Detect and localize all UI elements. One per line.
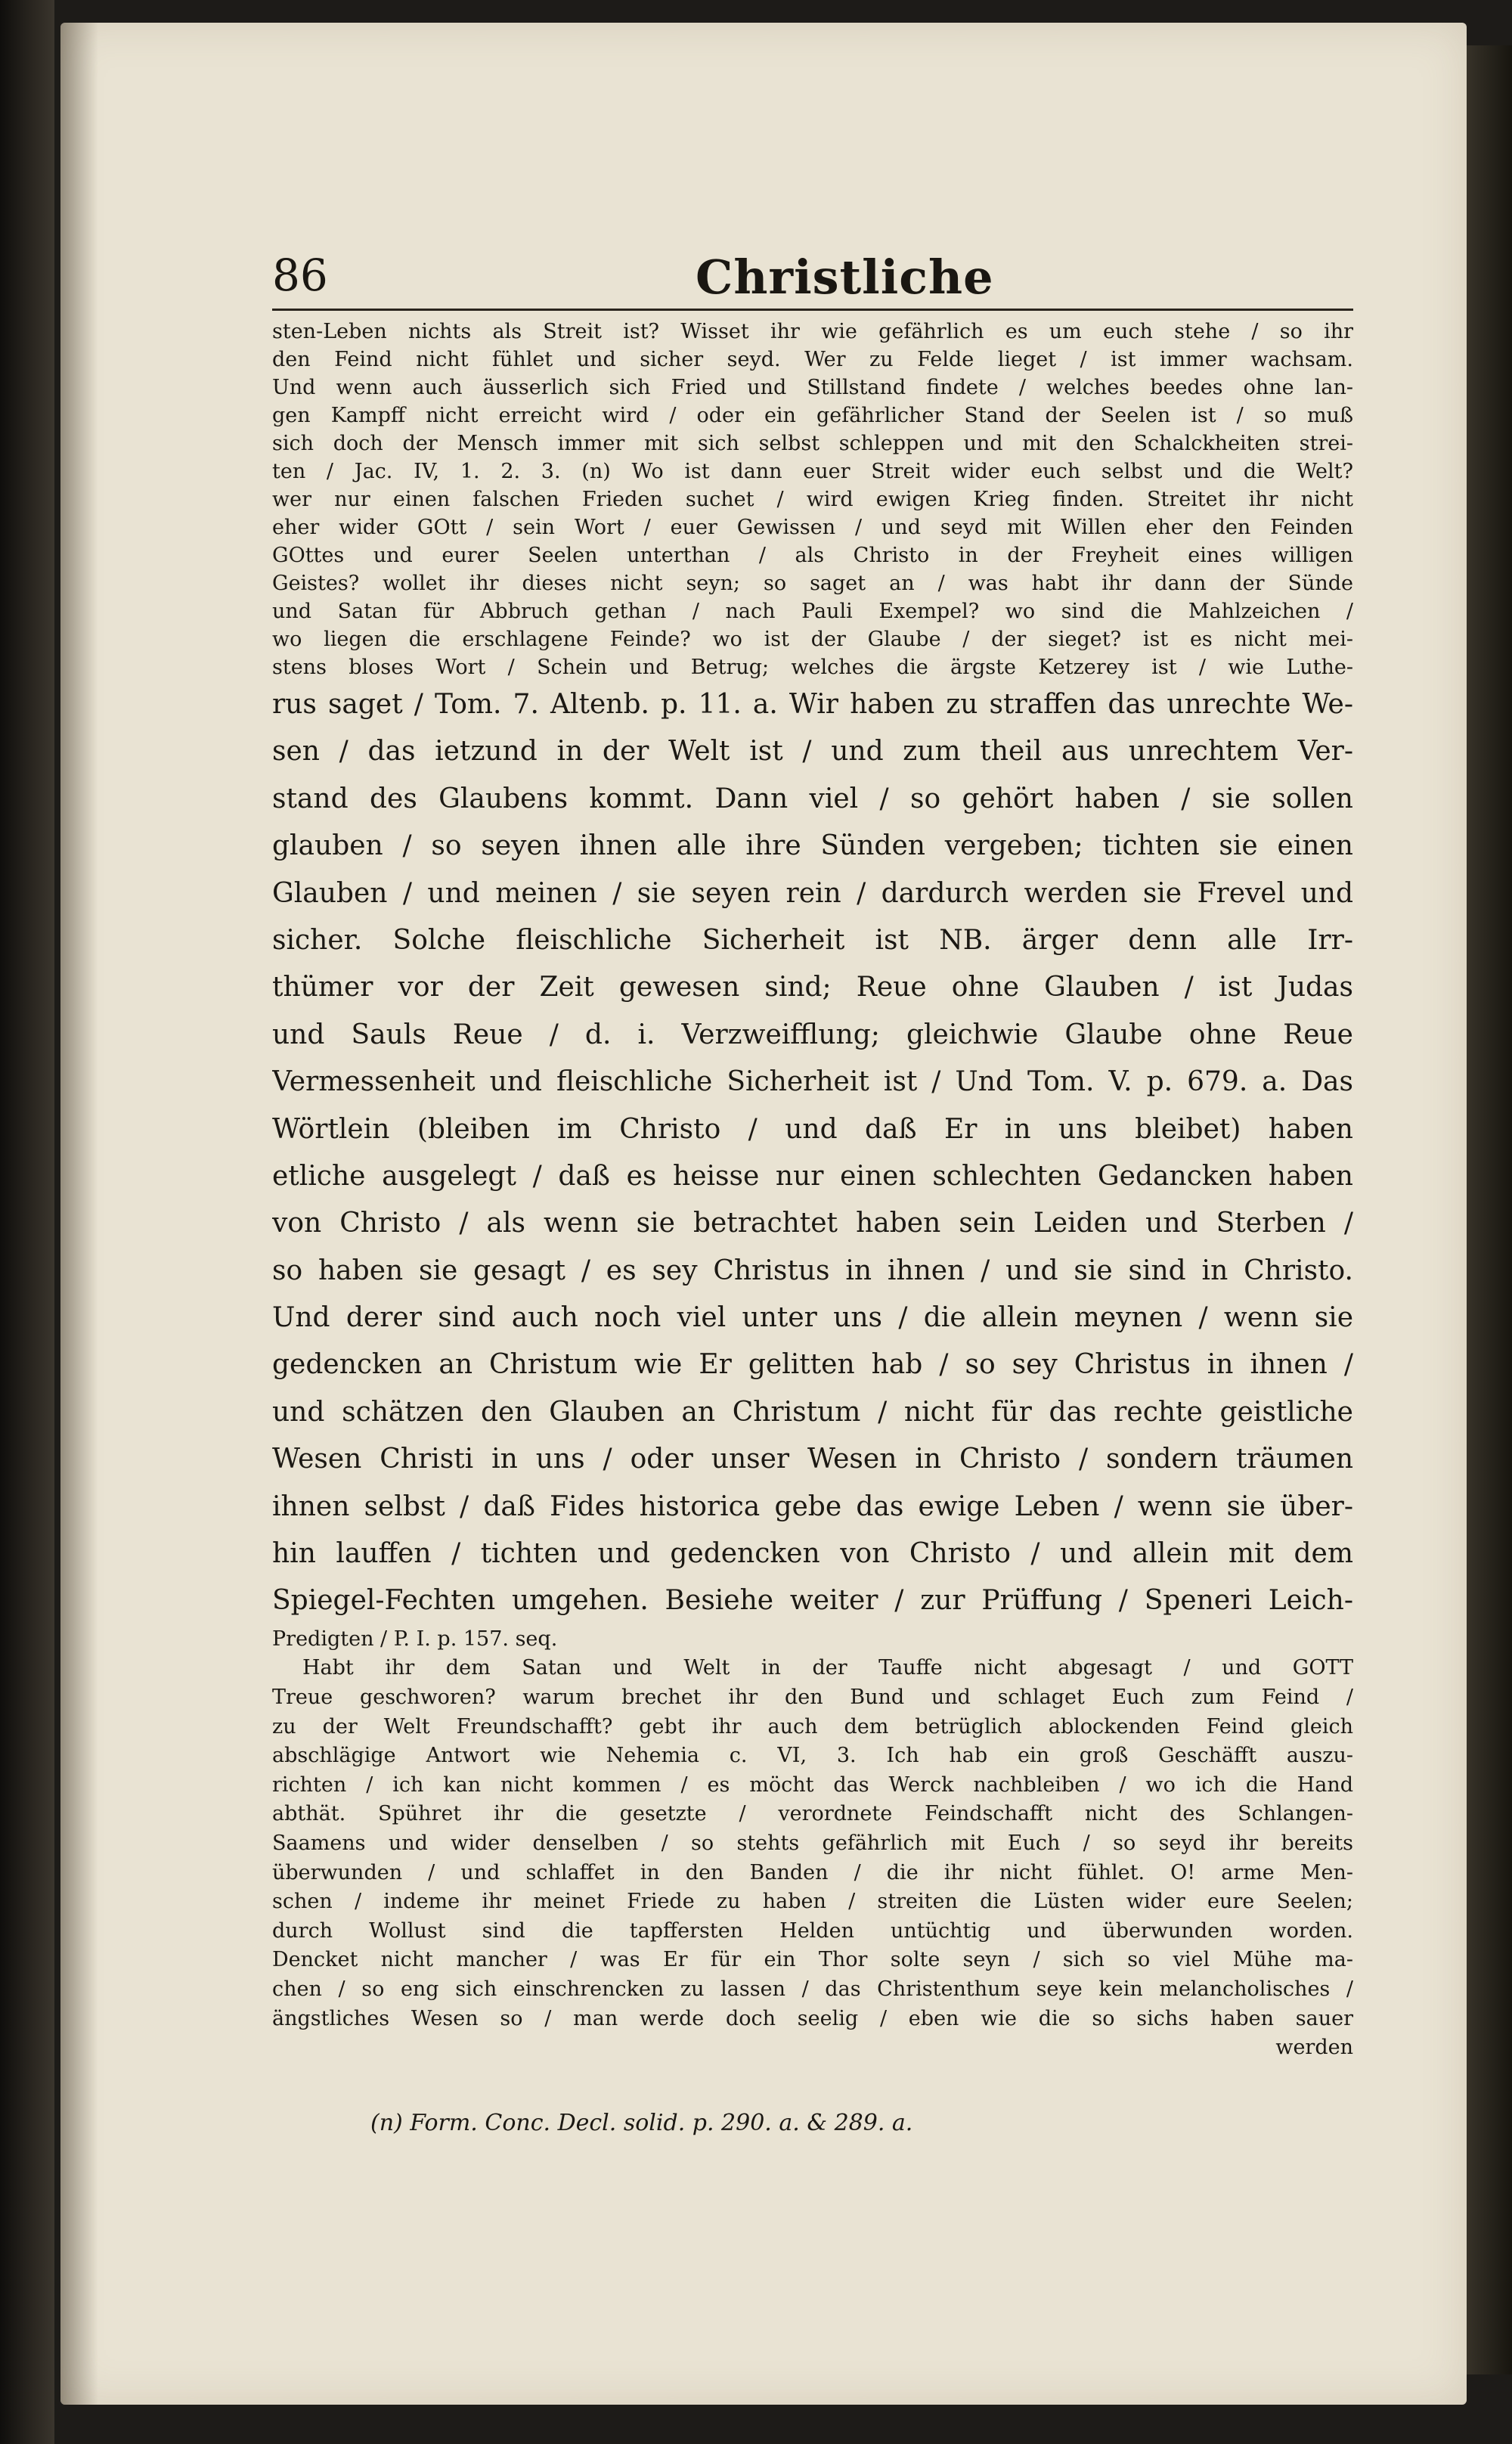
text-line: stens bloses Wort / Schein und Betrug; welches die ärgste Ketzerey ist / wie Luthe- [272, 656, 1353, 679]
text-line: abthät. Spühret ihr die gesetzte / verordnete Feindschafft nicht des Schlangen- [272, 1802, 1353, 1826]
text-line: zu der Welt Freundschafft? gebt ihr auch dem betrüglich ablockenden Feind gleich [272, 1714, 1353, 1738]
paragraph-start-line: Habt ihr dem Satan und Welt in der Tauffe nicht abgesagt / und GOTT [302, 1656, 1353, 1680]
small-print-block-2 [272, 1625, 1353, 2063]
text-line: Wörtlein (bleiben im Christo / und daß Er in uns bleibet) haben [272, 1113, 1353, 1145]
text-line: gen Kampff nicht erreicht wird / oder ein gefährlicher Stand der Seelen ist / so muß [272, 404, 1353, 427]
text-line: wo liegen die erschlagene Feinde? wo ist der Glaube / der sieget? ist es nicht mei- [272, 628, 1353, 651]
text-line: durch Wollust sind die tapffersten Helden untüchtig und überwunden worden. [272, 1918, 1353, 1943]
text-line: Saamens und wider denselben / so stehts gefährlich mit Euch / so seyd ihr bereits [272, 1831, 1353, 1855]
header-rule [272, 309, 1353, 311]
text-line: etliche ausgelegt / daß es heisse nur einen schlechten Gedancken haben [272, 1160, 1353, 1192]
text-line: sten-Leben nichts als Streit ist? Wisset ihr wie gefährlich es um euch stehe / so ihr [272, 320, 1353, 343]
text-line: Predigten / P. I. p. 157. seq. [272, 1627, 558, 1651]
text-line: und Satan für Abbruch gethan / nach Pauli Exempel? wo sind die Mahlzeichen / [272, 600, 1353, 623]
text-line: stand des Glaubens kommt. Dann viel / so gehört haben / sie sollen [272, 783, 1353, 814]
page-number: 86 [272, 250, 328, 301]
text-line: hin lauffen / tichten und gedencken von Christo / und allein mit dem [272, 1538, 1353, 1570]
text-line: Treue geschworen? warum brechet ihr den Bund und schlaget Euch zum Feind / [272, 1686, 1353, 1709]
text-line: von Christo / als wenn sie betrachtet haben sein Leiden und Sterben / [272, 1208, 1353, 1239]
text-line: Vermessenheit und fleischliche Sicherheit ist / Und Tom. V. p. 679. a. Das [272, 1066, 1353, 1098]
text-line: den Feind nicht fühlet und sicher seyd. Wer zu Felde lieget / ist immer wachsam. [272, 348, 1353, 371]
text-line: sich doch der Mensch immer mit sich selbst schleppen und mit den Schalckheiten strei- [272, 432, 1353, 455]
text-line: so haben sie gesagt / es sey Christus in ihnen / und sie sind in Christo. [272, 1255, 1353, 1286]
text-line: Dencket nicht mancher / was Er für ein Thor solte seyn / sich so viel Mühe ma- [272, 1948, 1353, 1972]
text-line: eher wider GOtt / sein Wort / euer Gewissen / und seyd mit Willen eher den Feinden [272, 516, 1353, 539]
large-print-block [272, 681, 1353, 1625]
text-line: richten / ich kan nicht kommen / es möcht das Werck nachbleiben / wo ich die Hand [272, 1773, 1353, 1797]
text-line: Und derer sind auch noch viel unter uns / die allein meynen / wenn sie [272, 1302, 1353, 1334]
text-line: rus saget / Tom. 7. Altenb. p. 11. a. Wir haben zu straffen das unrechte We- [272, 689, 1353, 720]
text-line: abschlägige Antwort wie Nehemia c. VI, 3. Ich hab ein groß Geschäfft auszu- [272, 1744, 1353, 1768]
text-line: Und wenn auch äusserlich sich Fried und Stillstand findete / welches beedes ohne lan- [272, 376, 1353, 399]
text-line: Wesen Christi in uns / oder unser Wesen in Christo / sondern träumen [272, 1444, 1353, 1475]
text-line: gedencken an Christum wie Er gelitten hab / so sey Christus in ihnen / [272, 1349, 1353, 1381]
text-line: ten / Jac. IV, 1. 2. 3. (n) Wo ist dann euer Streit wider euch selbst und die Welt? [272, 460, 1353, 483]
text-line: thümer vor der Zeit gewesen sind; Reue ohne Glauben / ist Judas [272, 972, 1353, 1003]
book-binding-left [0, 0, 54, 2444]
book-edge-right [1461, 45, 1512, 2374]
text-line: sen / das ietzund in der Welt ist / und zum theil aus unrechtem Ver- [272, 736, 1353, 768]
gutter-shadow [60, 23, 98, 2405]
running-title: Christliche [696, 250, 994, 305]
body-text [272, 318, 1353, 2063]
text-line: schen / indeme ihr meinet Friede zu haben / streiten die Lüsten wider eure Seelen; [272, 1890, 1353, 1914]
text-line: und Sauls Reue / d. i. Verzweifflung; gleichwie Glaube ohne Reue [272, 1019, 1353, 1050]
text-line: ihnen selbst / daß Fides historica gebe das ewige Leben / wenn sie über- [272, 1490, 1353, 1522]
text-line: Spiegel-Fechten umgehen. Besiehe weiter / zur Prüffung / Speneri Leich- [272, 1585, 1353, 1617]
text-line: und schätzen den Glauben an Christum / nicht für das rechte geistliche [272, 1396, 1353, 1428]
text-line: überwunden / und schlaffet in den Banden / die ihr nicht fühlet. O! arme Men- [272, 1860, 1353, 1884]
text-line: glauben / so seyen ihnen alle ihre Sünden vergeben; tichten sie einen [272, 830, 1353, 862]
small-print-block-1 [272, 318, 1353, 681]
text-line: GOttes und eurer Seelen unterthan / als Christo in der Freyheit eines willigen [272, 544, 1353, 567]
text-line: wer nur einen falschen Frieden suchet / wird ewigen Krieg finden. Streitet ihr nicht [272, 488, 1353, 511]
text-line: sicher. Solche fleischliche Sicherheit ist NB. ärger denn alle Irr- [272, 924, 1353, 956]
catchword: werden [1275, 2036, 1353, 2060]
text-line: Glauben / und meinen / sie seyen rein / dardurch werden sie Frevel und [272, 877, 1353, 909]
footnote: (n) Form. Conc. Decl. solid. p. 290. a. & 289. a. [370, 2110, 913, 2136]
text-line: chen / so eng sich einschrencken zu lassen / das Christenthum seye kein melancholisches / [272, 1977, 1353, 2001]
text-line: Geistes? wollet ihr dieses nicht seyn; so saget an / was habt ihr dann der Sünde [272, 572, 1353, 595]
page-header [272, 250, 1353, 310]
text-line: ängstliches Wesen so / man werde doch seelig / eben wie die so sichs haben sauer [272, 2006, 1353, 2030]
